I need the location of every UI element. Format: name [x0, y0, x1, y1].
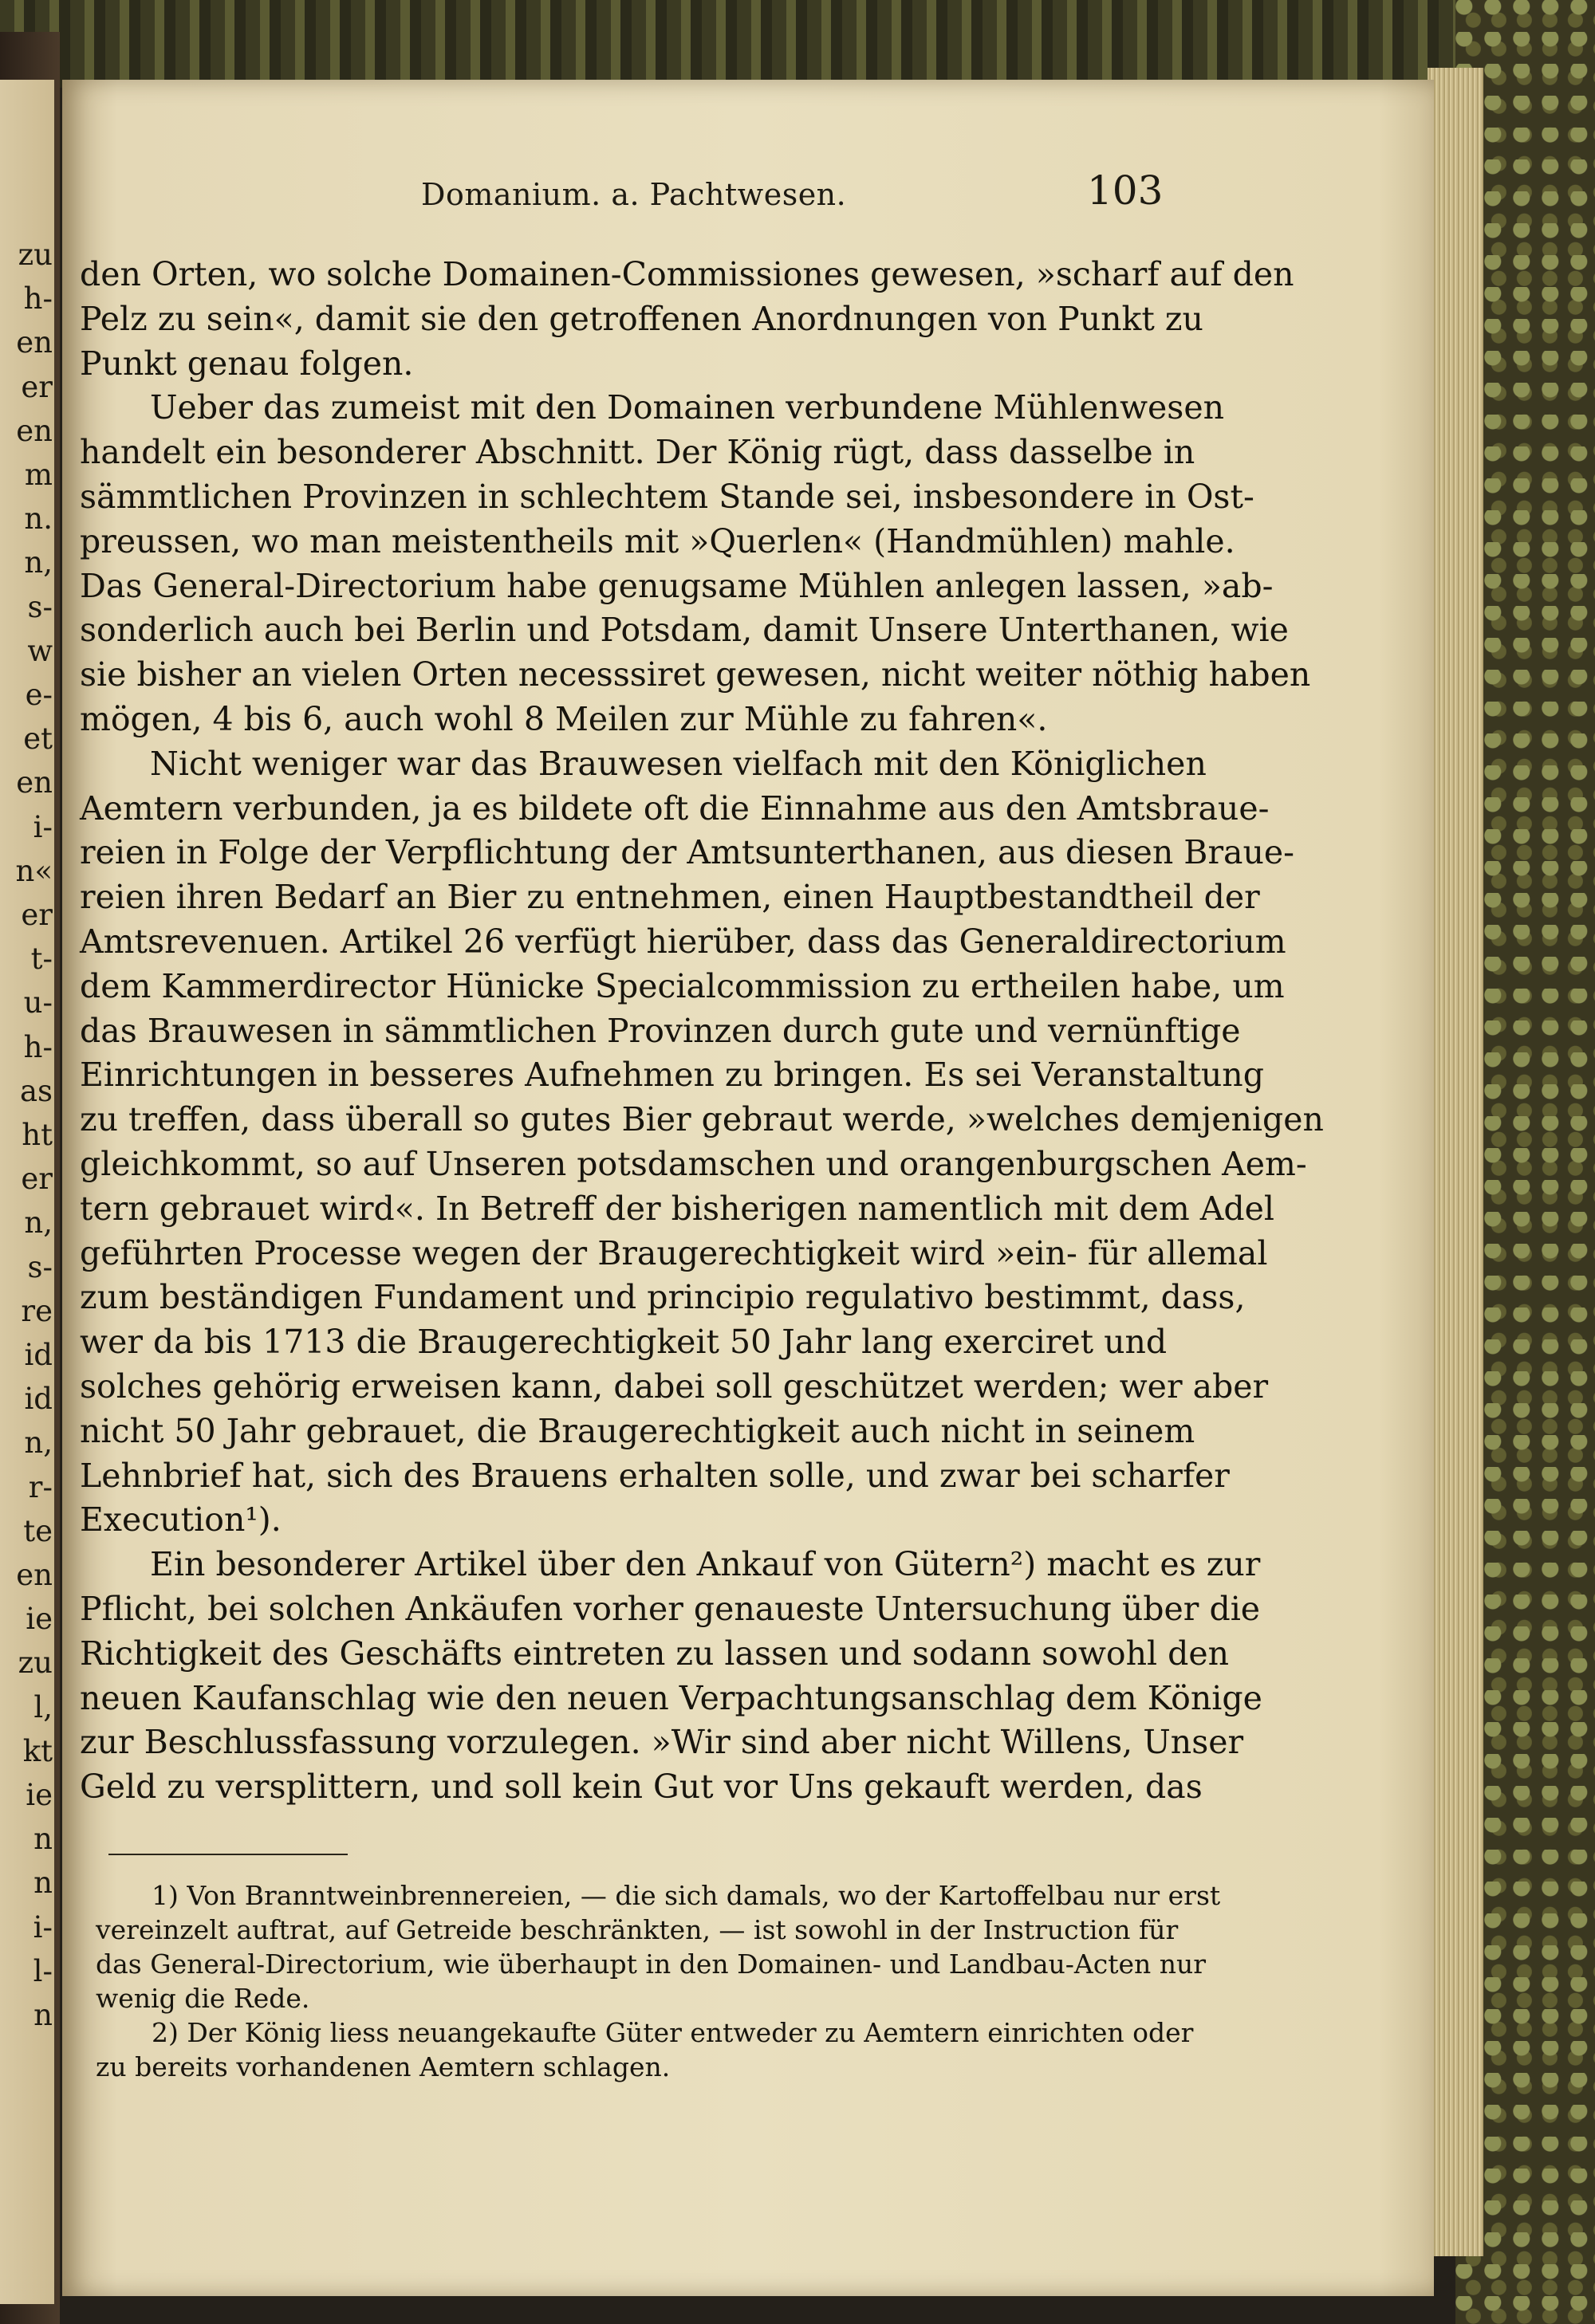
left-page-fragment: en	[16, 327, 53, 360]
left-page-fragment: n.	[24, 503, 53, 536]
body-line: Nicht weniger war das Brauwesen vielfach mit den Königlichen	[150, 744, 1207, 783]
body-line: Pelz zu sein«, damit sie den getroffenen Anordnungen von Punkt zu	[80, 299, 1203, 338]
footnote-line: das General-Directorium, wie überhaupt in den Domainen- und Landbau-Acten nur	[96, 1948, 1207, 1980]
body-line: sämmtlichen Provinzen in schlechtem Stande sei, insbesondere in Ost-	[80, 478, 1254, 516]
footnote-line: vereinzelt auftrat, auf Getreide beschränkten, — ist sowohl in der Instruction für	[96, 1914, 1179, 1945]
left-page-fragment: n«	[15, 855, 53, 887]
left-page-fragment: i-	[33, 1911, 53, 1944]
left-page-fragment: n,	[24, 547, 53, 580]
left-page-fragment: id	[24, 1383, 53, 1416]
page-leaf-edges	[1428, 68, 1483, 2256]
left-page-fragment: et	[23, 723, 53, 756]
body-line: wer da bis 1713 die Braugerechtigkeit 50 Jahr lang exerciret und	[80, 1323, 1168, 1362]
body-line: Richtigkeit des Geschäfts eintreten zu lassen und sodann sowohl den	[80, 1634, 1230, 1673]
left-page-fragment: kt	[22, 1735, 53, 1768]
body-line: das Brauwesen in sämmtlichen Provinzen durch gute und vernünftige	[80, 1011, 1241, 1050]
body-line: mögen, 4 bis 6, auch wohl 8 Meilen zur Mühle zu fahren«.	[80, 700, 1048, 738]
left-page-fragment: er	[21, 1163, 53, 1196]
book-top-edge	[0, 0, 1595, 88]
footnote-rule	[108, 1854, 348, 1855]
body-line: zum beständigen Fundament und principio regulativo bestimmt, dass,	[80, 1278, 1246, 1317]
left-page-fragment: zu	[18, 1647, 53, 1680]
left-page-fragment: s-	[27, 1251, 53, 1284]
body-line: Amtsrevenuen. Artikel 26 verfügt hierüber, dass das Generaldirectorium	[80, 922, 1286, 961]
left-page-fragment: r-	[28, 1471, 53, 1504]
body-line: reien in Folge der Verpflichtung der Amtsunterthanen, aus diesen Braue-	[80, 833, 1295, 872]
left-page-fragment: i-	[33, 811, 53, 843]
body-line: den Orten, wo solche Domainen-Commissiones gewesen, »scharf auf den	[80, 255, 1294, 293]
left-page-fragment: er	[21, 899, 53, 931]
body-line: Punkt genau folgen.	[80, 344, 414, 383]
body-line: neuen Kaufanschlag wie den neuen Verpachtungsanschlag dem Könige	[80, 1678, 1262, 1717]
left-page-fragment: re	[21, 1295, 53, 1327]
body-line: Lehnbrief hat, sich des Brauens erhalten solle, und zwar bei scharfer	[80, 1456, 1230, 1495]
body-line: Execution¹).	[80, 1500, 282, 1540]
body-line: geführten Processe wegen der Braugerechtigkeit wird »ein- für allemal	[80, 1233, 1268, 1272]
footnote-line: wenig die Rede.	[96, 1983, 310, 2014]
book-page	[62, 80, 1434, 2296]
body-line: Geld zu versplittern, und soll kein Gut vor Uns gekauft werden, das	[80, 1768, 1203, 1807]
body-line: Aemtern verbunden, ja es bildete oft die Einnahme aus den Amtsbraue-	[80, 788, 1270, 828]
body-line: zu treffen, dass überall so gutes Bier gebraut werde, »welches demjenigen	[80, 1100, 1324, 1139]
left-page-fragment: ie	[26, 1779, 53, 1811]
footnote-line: zu bereits vorhandenen Aemtern schlagen.	[96, 2051, 671, 2082]
body-line: Ein besonderer Artikel über den Ankauf von Gütern²) macht es zur	[150, 1545, 1261, 1584]
left-page-fragment: en	[16, 1559, 53, 1591]
body-line: dem Kammerdirector Hünicke Specialcommission zu ertheilen habe, um	[80, 966, 1285, 1005]
footnote-line: 1) Von Branntweinbrennereien, — die sich damals, wo der Kartoffelbau nur erst	[152, 1880, 1221, 1911]
left-page-fragment: n,	[24, 1207, 53, 1240]
left-page-fragment: h-	[23, 283, 53, 316]
body-line: handelt ein besonderer Abschnitt. Der König rügt, dass dasselbe in	[80, 433, 1195, 472]
left-page-margin	[0, 80, 54, 2304]
left-page-fragment: ie	[26, 1603, 53, 1636]
body-line: tern gebrauet wird«. In Betreff der bisherigen namentlich mit dem Adel	[80, 1189, 1275, 1228]
body-line: preussen, wo man meistentheils mit »Querlen« (Handmühlen) mahle.	[80, 521, 1235, 560]
left-page-fragment: t-	[30, 943, 53, 976]
left-page-fragment: l,	[33, 1691, 53, 1724]
left-page-fragment: er	[21, 371, 53, 403]
left-page-fragment: as	[19, 1075, 53, 1107]
body-line: sonderlich auch bei Berlin und Potsdam, damit Unsere Unterthanen, wie	[80, 611, 1289, 650]
body-line: solches gehörig erweisen kann, dabei soll geschützet werden; wer aber	[80, 1367, 1269, 1406]
body-line: Ueber das zumeist mit den Domainen verbundene Mühlenwesen	[150, 388, 1225, 427]
running-head: Domanium. a. Pachtwesen.	[421, 177, 847, 212]
left-page-fragment: ht	[22, 1119, 53, 1151]
left-page-fragment: u-	[23, 987, 53, 1020]
footnote-line: 2) Der König liess neuangekaufte Güter entweder zu Aemtern einrichten oder	[152, 2017, 1194, 2048]
left-page-fragment: te	[23, 1515, 53, 1547]
body-line: gleichkommt, so auf Unseren potsdamschen und orangenburgschen Aem-	[80, 1145, 1307, 1183]
left-page-fragment: w	[27, 635, 53, 667]
left-page-fragment: id	[24, 1339, 53, 1371]
left-page-fragment: n	[33, 2000, 53, 2031]
left-page-fragment: m	[24, 459, 53, 491]
body-line: Einrichtungen in besseres Aufnehmen zu bringen. Es sei Veranstaltung	[80, 1056, 1264, 1095]
body-line: Pflicht, bei solchen Ankäufen vorher genaueste Untersuchung über die	[80, 1590, 1261, 1628]
left-page-fragment: l-	[33, 1955, 53, 1988]
left-page-fragment: zu	[18, 239, 53, 271]
left-page-fragment: en	[16, 767, 53, 800]
body-line: sie bisher an vielen Orten necesssiret gewesen, nicht weiter nöthig haben	[80, 655, 1311, 694]
body-line: Das General-Directorium habe genugsame Mühlen anlegen lassen, »ab-	[80, 566, 1274, 605]
body-line: reien ihren Bedarf an Bier zu entnehmen, einen Hauptbestandtheil der	[80, 878, 1260, 917]
body-line: zur Beschlussfassung vorzulegen. »Wir sind aber nicht Willens, Unser	[80, 1723, 1244, 1762]
left-page-fragment: n	[33, 1823, 53, 1856]
body-line: nicht 50 Jahr gebrauet, die Braugerechtigkeit auch nicht in seinem	[80, 1411, 1195, 1450]
left-page-fragment: n	[33, 1867, 53, 1900]
left-page-fragment: e-	[25, 679, 53, 711]
page-number: 103	[1087, 167, 1164, 214]
left-page-fragment: h-	[23, 1031, 53, 1064]
left-page-fragment: n,	[24, 1427, 53, 1460]
left-page-fragment: en	[16, 415, 53, 447]
left-page-fragment: s-	[27, 591, 53, 623]
